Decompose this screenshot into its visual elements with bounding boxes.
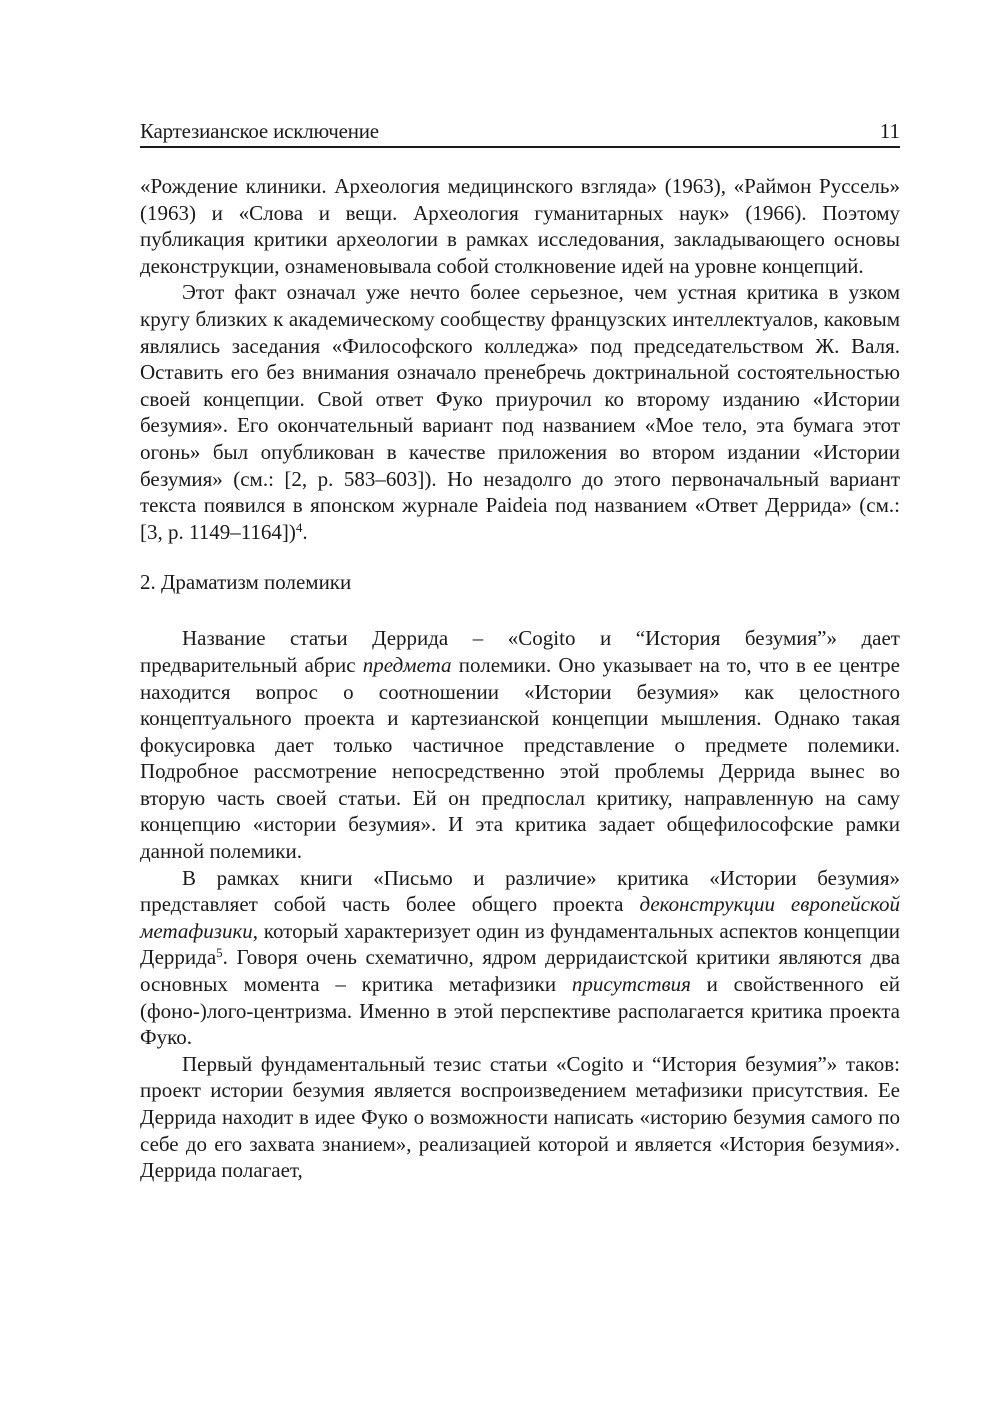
- paragraph-4-text-b: , который характеризует один из фундаментальных аспектов концепции Деррида: [140, 918, 900, 970]
- paragraph-2: [140, 279, 900, 545]
- paragraph-2-end: .: [302, 519, 308, 544]
- paragraph-3: [140, 625, 900, 864]
- paragraph-4-text-c: . Говоря очень схематично, ядром дерридаистской критики являются два основных момента – критика метафизики: [140, 945, 900, 997]
- paragraph-4-text-d: и свойственного ей (фоно-)лого-центризма. Именно в этой перспективе располагается критика проекта Фуко.: [140, 972, 900, 1050]
- section-heading: 2. Драматизм полемики: [140, 570, 352, 595]
- paragraph-4: [140, 865, 900, 1051]
- running-title: Картезианское исключение: [140, 119, 379, 143]
- paragraph-5: Первый фундаментальный тезис статьи «Cogito и “История безумия”» таков: проект истории безумия является воспроизведением метафизики присутствия. Ее Деррида находит в идее Фуко о возможности написать «историю безумия самого по себе до его захвата знанием», реализацией которой и является «История безумия». Деррида полагает,: [140, 1051, 900, 1183]
- paragraph-4-emphasis-2: присутствия: [571, 972, 691, 997]
- running-header: [140, 116, 900, 148]
- paragraph-3-text-b: полемики. Оно указывает на то, что в ее центре находится вопрос о соотношении «Истории безумия» как целостного концептуального проекта и картезианской концепции мышления. Однако такая фокусировка дает только частичное представление о предмете полемики. Подробное рассмотрение непосредственно этой проблемы Деррида вынес во вторую часть своей статьи. Ей он предпослал критику, направленную на саму концепцию «истории безумия». И эта критика задает общефилософские рамки данной полемики.: [140, 652, 901, 864]
- page-number: 11: [879, 119, 900, 143]
- paragraph-4-text-a: В рамках книги «Письмо и различие» критика «Истории безумия» представляет собой часть более общего проекта: [140, 865, 900, 917]
- footnote-ref-4: 4: [295, 519, 303, 535]
- paragraph-1: «Рождение клиники. Археология медицинского взгляда» (1963), «Раймон Руссель» (1963) и «Слова и вещи. Археология гуманитарных наук» (1966). Поэтому публикация критики археологии в рамках исследования, закладывающего основы деконструкции, ознаменовывала собой столкновение идей на уровне концепций.: [140, 174, 900, 278]
- paragraph-4-emphasis-1: деконструкции европейской метафизики: [140, 892, 900, 943]
- page-body: [140, 173, 900, 1184]
- paragraph-2-text: Этот факт означал уже нечто более серьезное, чем устная критика в узком кругу близких к академическому сообществу французских интеллектуалов, каковым являлись заседания «Философского колледжа» под председательством Ж. Валя. Оставить его без внимания означало пренебречь доктринальной состоятельностью своей концепции. Свой ответ Фуко приурочил ко второму изданию «Истории безумия». Его окончательный вариант под названием «Мое тело, эта бумага этот огонь» был опубликован в качестве приложения во втором издании «Истории безумия» (см.: [2, р. 583–603]). Но незадолго до этого первоначальный вариант текста появился в японском журнале Paideia под названием «Ответ Деррида» (см.: [3, р. 1149–1164]): [140, 280, 900, 544]
- paragraph-3-emphasis: предмета: [362, 652, 452, 677]
- footnote-ref-5: 5: [216, 945, 223, 961]
- paragraph-3-text-a: Название статьи Деррида – «Cogito и “История безумия”» дает предварительный абрис: [140, 626, 900, 677]
